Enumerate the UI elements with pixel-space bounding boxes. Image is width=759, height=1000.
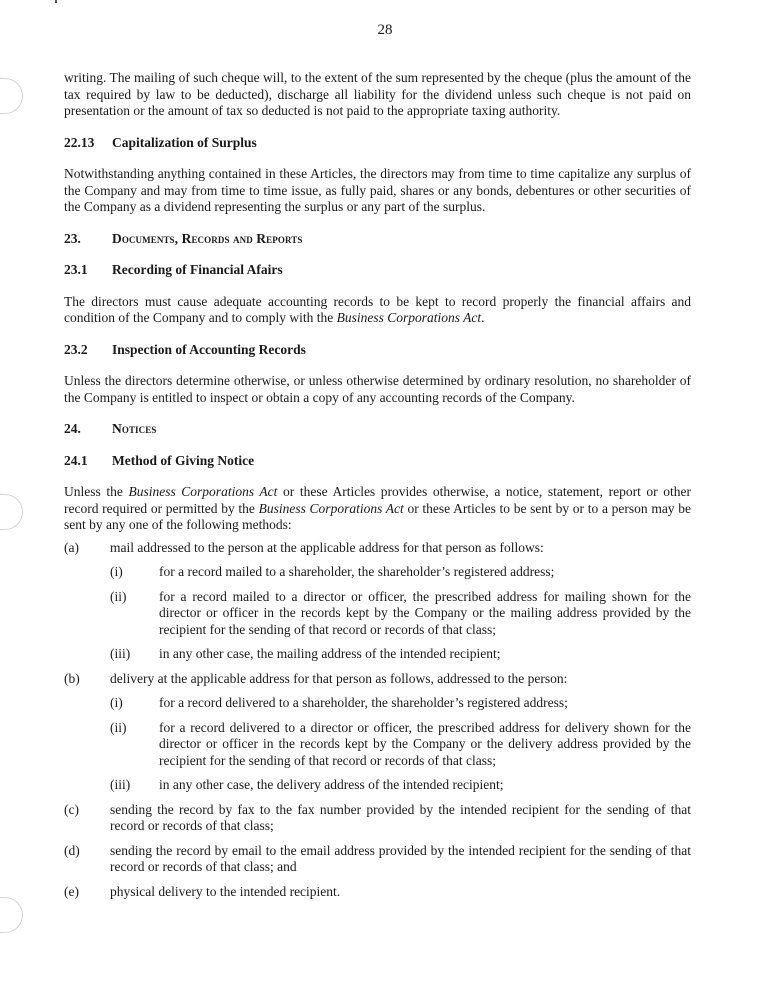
sub-list-item (110, 695, 691, 712)
list-item-text: sending the record by fax to the fax number provided by the intended recipient for the sending of that record or records of that class; (110, 801, 691, 833)
sub-list-item-label: (ii) (110, 588, 127, 604)
list-item-text: mail addressed to the person at the applicable address for that person as follows: (110, 539, 544, 555)
scan-mark (55, 0, 57, 3)
section-title: Capitalization of Surplus (112, 134, 257, 150)
list-item (64, 671, 691, 688)
list-item (64, 802, 691, 835)
section-number: 22.13 (64, 134, 95, 150)
section-body-23-1 (64, 294, 691, 327)
sub-list-item-text: in any other case, the mailing address of the intended recipient; (159, 646, 501, 661)
article-number: 24. (64, 421, 81, 436)
sub-list-item (110, 589, 691, 639)
section-title: Method of Giving Notice (112, 452, 255, 468)
sub-list-item-text: for a record mailed to a director or officer, the prescribed address for mailing shown for the director or officer in the records kept by the Company or the mailing address provided by the recipient for the sending of that record or records of that class; (159, 588, 691, 637)
list-item-label: (d) (64, 842, 80, 858)
section-heading-24-1 (64, 453, 691, 470)
list-item-label: (b) (64, 670, 80, 686)
section-heading-23-1 (64, 262, 691, 279)
sub-list-item (110, 720, 691, 770)
section-number: 24.1 (64, 452, 88, 468)
act-name: Business Corporations Act (128, 484, 278, 499)
section-number: 23.1 (64, 262, 88, 277)
document-body (64, 70, 691, 908)
section-body-23-2: Unless the directors determine otherwise, or unless otherwise determined by ordinary resolution, no shareholder of the Company is entitled to inspect or obtain a copy of any accounting records of the Company. (64, 373, 691, 405)
section-title: Recording of Financial Afairs (112, 262, 283, 277)
list-item-text: physical delivery to the intended recipient. (110, 883, 341, 899)
sub-list-item-label: (i) (110, 564, 123, 579)
list-item (64, 540, 691, 557)
body-text: or these Articles to be sent by or to a person may be sent by any one of the following methods: (64, 500, 691, 532)
sub-list-item-text: in any other case, the delivery address of the intended recipient; (159, 777, 504, 792)
article-title: Notices (112, 421, 157, 436)
sub-list-item (110, 777, 691, 794)
punch-hole-mark (0, 78, 23, 114)
section-heading-23-2 (64, 342, 691, 359)
list-item (64, 884, 691, 901)
act-name: Business Corporations Act (258, 500, 404, 516)
punch-hole-mark (0, 494, 23, 530)
sub-list-item (110, 646, 691, 663)
section-body-22-13: Notwithstanding anything contained in these Articles, the directors may from time to time capitalize any surplus of the Company and may from time to time issue, as fully paid, shares or any bonds, debentures or other securities of the Company as a dividend representing the surplus or any part of the surplus. (64, 166, 691, 214)
section-number: 23.2 (64, 341, 88, 357)
sub-list-item-text: for a record mailed to a shareholder, the shareholder’s registered address; (159, 564, 555, 579)
page-number: 28 (377, 22, 393, 38)
sub-list-item-label: (iii) (110, 646, 131, 661)
sub-list-item (110, 564, 691, 581)
article-heading-24 (64, 421, 691, 438)
section-title: Inspection of Accounting Records (112, 341, 306, 357)
punch-hole-mark (0, 897, 23, 933)
article-number: 23. (64, 230, 81, 246)
body-text: Unless the (64, 484, 129, 499)
list-item-label: (a) (64, 539, 79, 555)
act-name: Business Corporations Act (336, 310, 482, 325)
body-text: or these Articles provides otherwise, a notice, statement, report or other record required or permitted by the (64, 484, 692, 516)
sub-list-item-label: (iii) (110, 777, 131, 792)
sub-list-item-text: for a record delivered to a shareholder, the shareholder’s registered address; (159, 695, 568, 710)
article-title: Documents, Records and Reports (112, 230, 303, 246)
sub-list-item-text: for a record delivered to a director or officer, the prescribed address for delivery shown for the director or officer in the records kept by the Company or the delivery address provided by the recipient for the sending of that record or records of that class; (159, 719, 691, 768)
article-heading-23 (64, 231, 691, 248)
list-item-label: (e) (64, 883, 79, 899)
section-heading-22-13 (64, 135, 691, 152)
body-text: The directors must cause adequate accounting records to be kept to record properly the financial affairs and condition of the Company and to comply with the (64, 293, 691, 325)
section-body-24-1 (64, 484, 691, 534)
list-item (64, 843, 691, 876)
list-item-label: (c) (64, 801, 79, 817)
sub-list-item-label: (i) (110, 695, 123, 710)
sub-list-item-label: (ii) (110, 719, 127, 735)
notice-methods-list (64, 540, 691, 901)
list-item-text: sending the record by email to the email address provided by the intended recipient for the sending of that record or records of that class; and (110, 842, 691, 874)
list-item-text: delivery at the applicable address for that person as follows, addressed to the person: (110, 670, 568, 686)
body-text: . (481, 310, 485, 325)
intro-paragraph: writing. The mailing of such cheque will, to the extent of the sum represented by the cheque (plus the amount of the tax required by law to be deducted), discharge all liability for the dividend unless such cheque is not paid on presentation or the amount of tax so deducted is not paid to the appropriate taxing authority. (64, 70, 691, 118)
